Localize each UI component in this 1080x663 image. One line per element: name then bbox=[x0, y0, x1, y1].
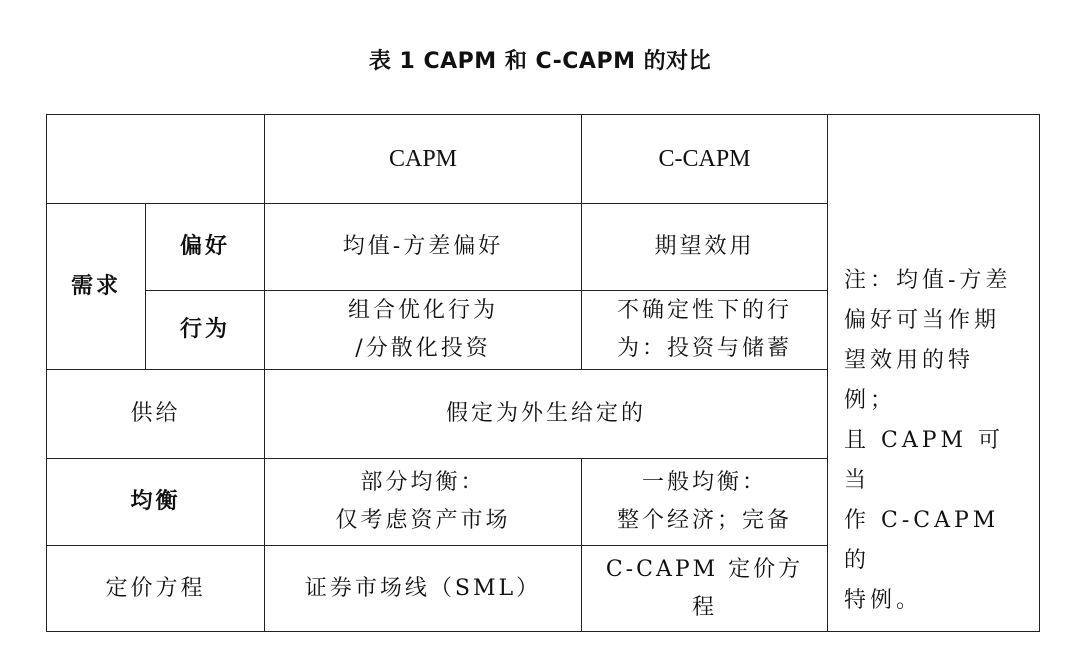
cell-line: 部分均衡： bbox=[360, 470, 486, 495]
note-cell bbox=[828, 115, 1040, 632]
equilibrium-label: 均衡 bbox=[47, 459, 265, 546]
cell-line: 程 bbox=[691, 594, 717, 620]
preference-capm-cell: 均值-方差偏好 bbox=[265, 204, 582, 291]
header-capm: CAPM bbox=[265, 115, 582, 204]
cell-line: 仅考虑资产市场 bbox=[335, 508, 511, 533]
supply-label: 供给 bbox=[47, 370, 265, 459]
cell-line: /分散化投资 bbox=[355, 336, 491, 361]
cell-line: C-CAPM 定价方 bbox=[605, 556, 804, 582]
note-line: 且 CAPM 可当 bbox=[844, 428, 1005, 493]
behavior-label: 行为 bbox=[146, 291, 265, 370]
note-line: 作 C-CAPM 的 bbox=[844, 508, 1000, 573]
pricing-ccapm-cell bbox=[582, 546, 828, 632]
cell-line: 组合优化行为 bbox=[347, 298, 498, 323]
cell-line: 整个经济；完备 bbox=[616, 508, 792, 533]
note-line: 偏好可当作期 bbox=[844, 308, 1001, 333]
pricing-capm-cell: 证券市场线（SML） bbox=[265, 546, 582, 632]
table-caption: 表 1 CAPM 和 C-CAPM 的对比 bbox=[368, 49, 712, 74]
note-line: 注：均值-方差 bbox=[844, 268, 1012, 293]
preference-label: 偏好 bbox=[146, 204, 265, 291]
header-ccapm: C-CAPM bbox=[582, 115, 828, 204]
preference-ccapm-cell: 期望效用 bbox=[582, 204, 828, 291]
note-line: 望效用的特例； bbox=[844, 348, 975, 413]
table-row-header bbox=[47, 115, 1040, 204]
equilibrium-capm-cell bbox=[265, 459, 582, 546]
demand-group-label: 需求 bbox=[47, 204, 146, 370]
cell-line: 一般均衡： bbox=[641, 470, 767, 495]
comparison-table bbox=[46, 114, 1040, 632]
cell-line: 不确定性下的行 bbox=[616, 298, 792, 323]
behavior-capm-cell bbox=[265, 291, 582, 370]
note-line: 特例。 bbox=[844, 588, 923, 613]
equilibrium-ccapm-cell bbox=[582, 459, 828, 546]
pricing-label: 定价方程 bbox=[47, 546, 265, 632]
behavior-ccapm-cell bbox=[582, 291, 828, 370]
cell-line: 为：投资与储蓄 bbox=[616, 336, 792, 361]
header-corner-cell bbox=[47, 115, 265, 204]
supply-merged-cell: 假定为外生给定的 bbox=[265, 370, 828, 459]
